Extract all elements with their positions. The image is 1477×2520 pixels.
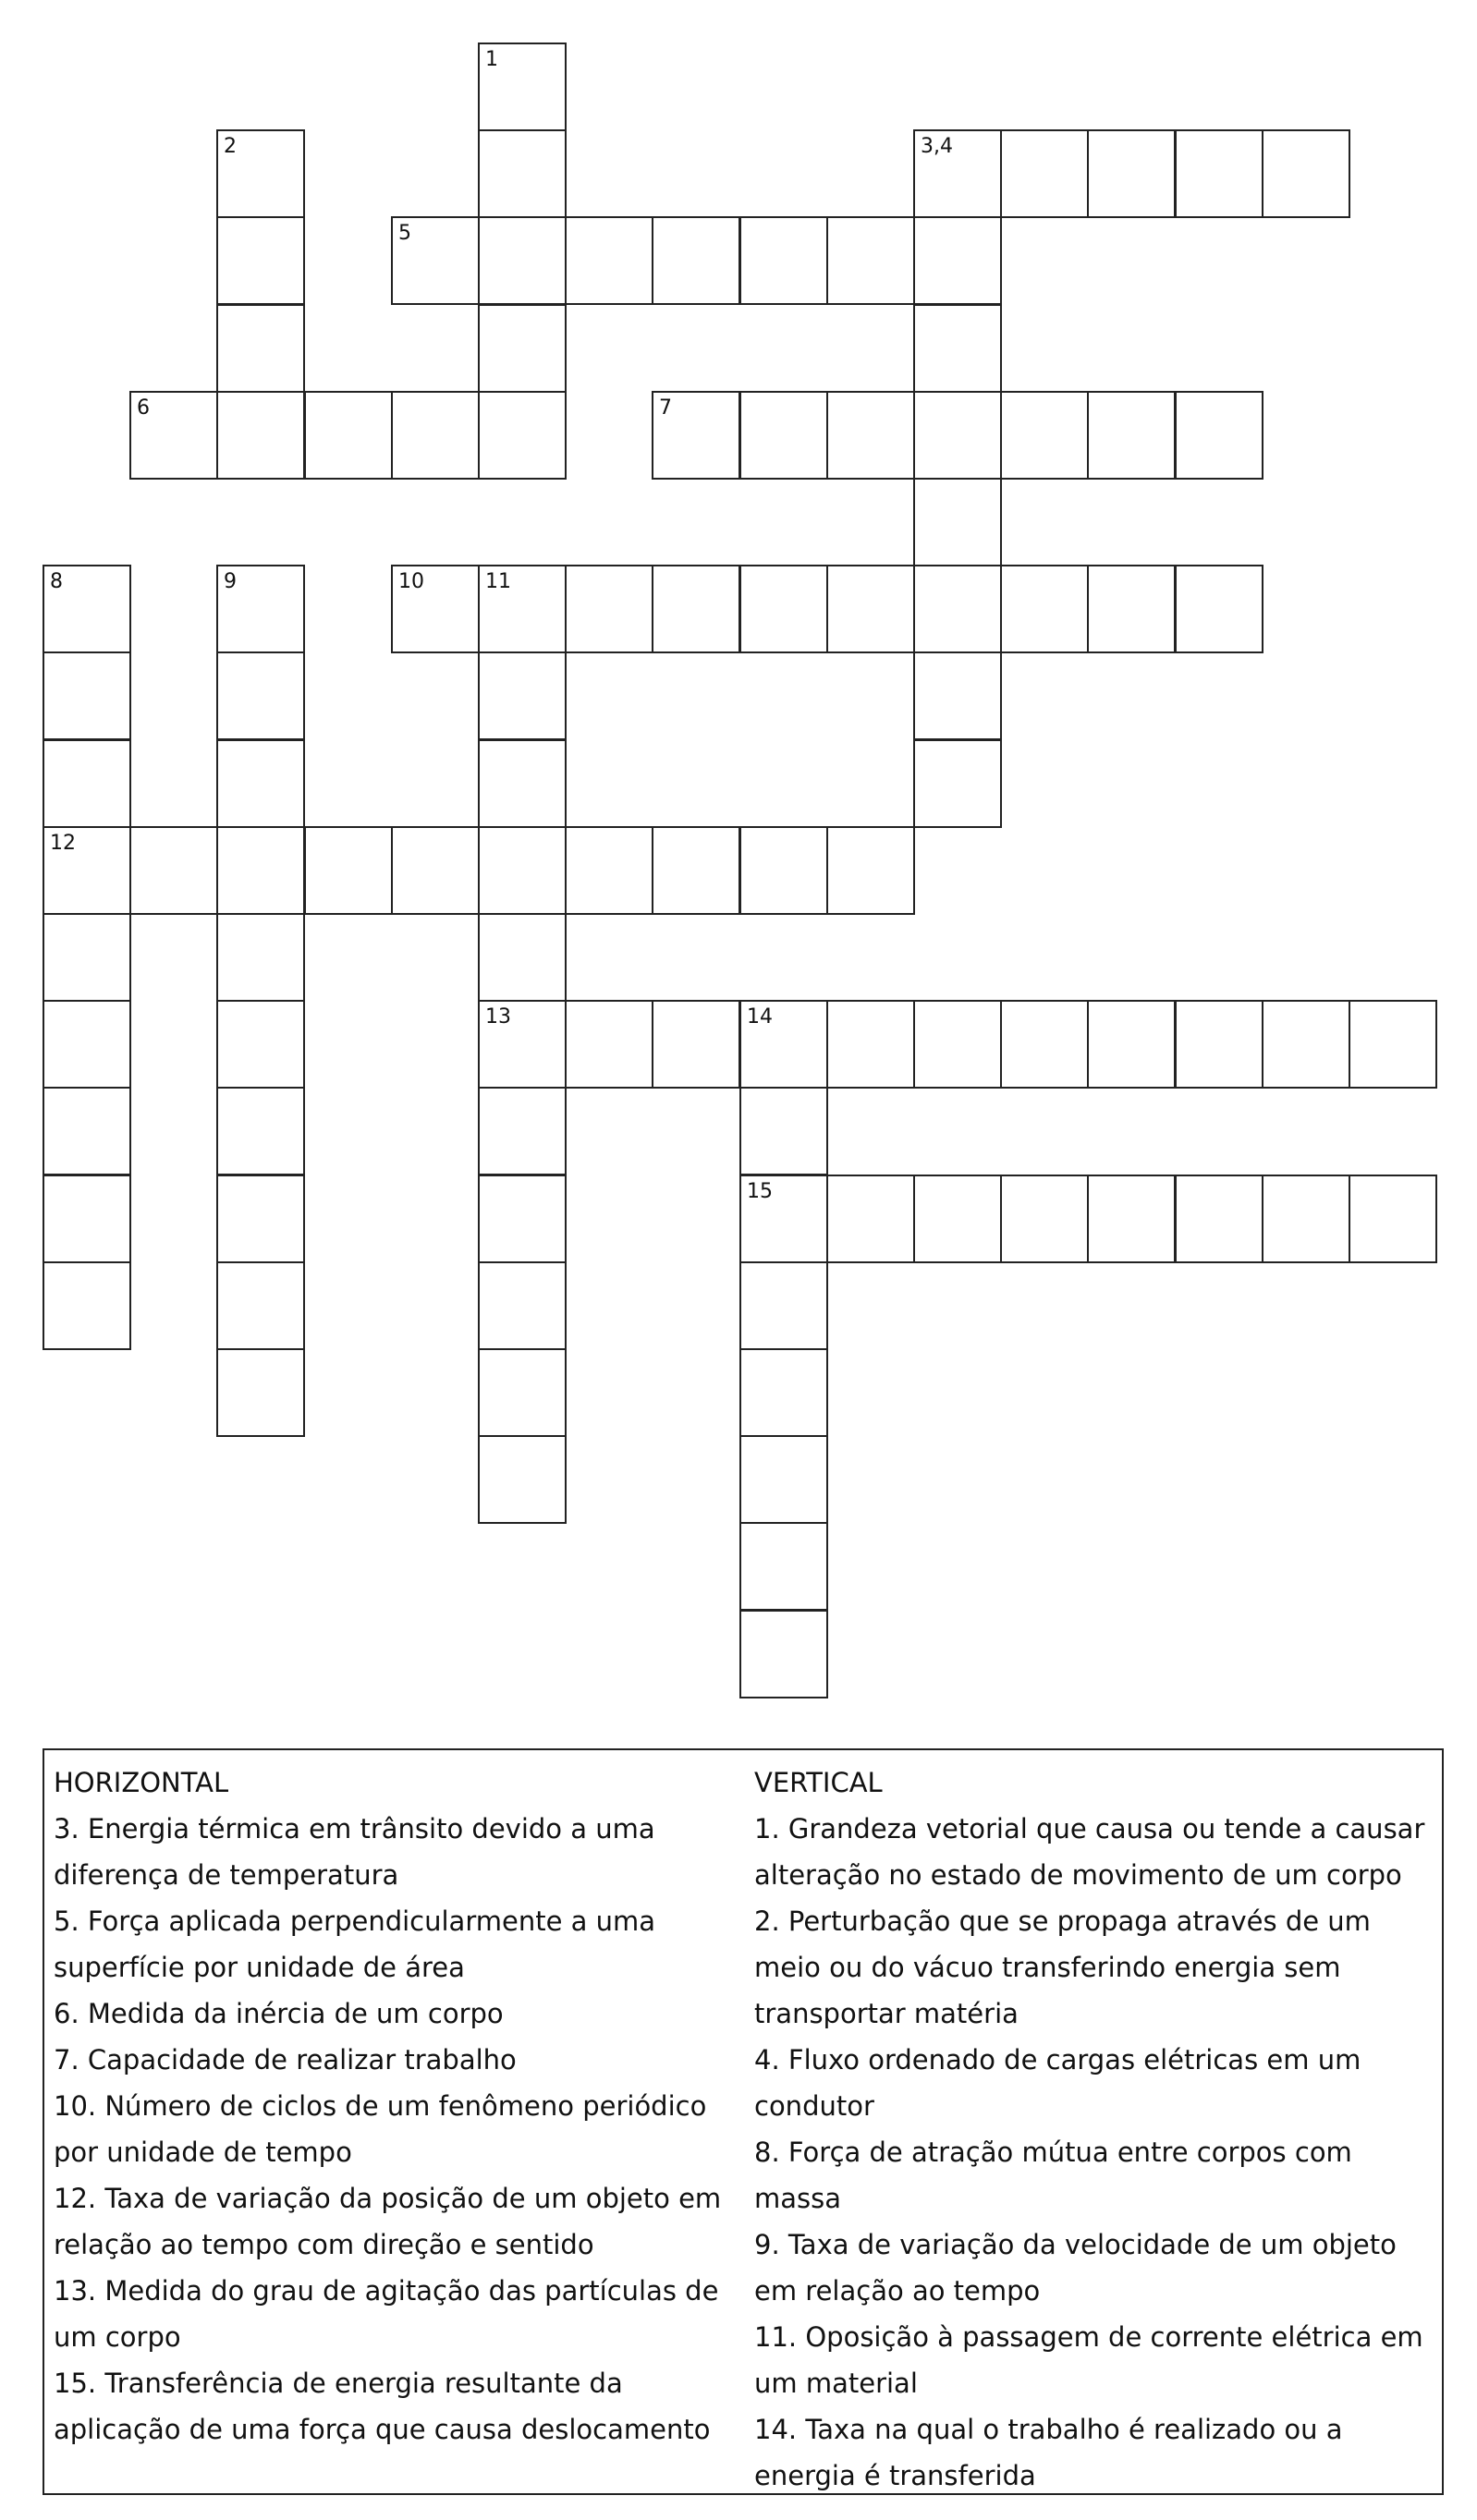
crossword-cell[interactable]	[216, 391, 305, 480]
clue-horizontal-6: 6. Medida da inércia de um corpo	[54, 1998, 504, 2029]
vertical-heading: VERTICAL	[754, 1767, 883, 1798]
crossword-cell[interactable]	[43, 565, 131, 653]
crossword-cell[interactable]	[43, 826, 131, 915]
crossword-cell[interactable]	[1349, 1000, 1437, 1089]
clue-number-label: 6	[137, 396, 150, 420]
clue-number-label: 10	[398, 570, 424, 593]
clue-number-label: 2	[224, 135, 237, 158]
clue-vertical-11: 11. Oposição à passagem de corrente elétrica em um material	[754, 2321, 1423, 2399]
crossword-cell[interactable]	[478, 216, 567, 305]
crossword-cell[interactable]	[652, 216, 740, 305]
crossword-cell[interactable]	[216, 739, 305, 828]
crossword-cell[interactable]	[826, 391, 915, 480]
crossword-cell[interactable]	[739, 1435, 828, 1524]
crossword-cell[interactable]	[739, 1348, 828, 1437]
crossword-cell[interactable]	[739, 216, 828, 305]
crossword-cell[interactable]	[478, 304, 567, 393]
crossword-cell[interactable]	[1175, 1175, 1263, 1263]
crossword-cell[interactable]	[652, 1000, 740, 1089]
crossword-cell[interactable]	[391, 216, 480, 305]
crossword-cell[interactable]	[652, 391, 740, 480]
crossword-cell[interactable]	[826, 216, 915, 305]
crossword-cell[interactable]	[391, 565, 480, 653]
clue-number-label: 3,4	[921, 135, 953, 158]
clue-horizontal-7: 7. Capacidade de realizar trabalho	[54, 2044, 517, 2076]
crossword-cell[interactable]	[216, 565, 305, 653]
crossword-cell[interactable]	[478, 651, 567, 740]
crossword-cell[interactable]	[391, 826, 480, 915]
clue-vertical-2: 2. Perturbação que se propaga através de um meio ou do vácuo transferindo energia sem transportar matéria	[754, 1905, 1371, 2029]
crossword-cell[interactable]	[304, 391, 393, 480]
crossword-cell[interactable]	[913, 739, 1002, 828]
horizontal-heading: HORIZONTAL	[54, 1767, 229, 1798]
crossword-cell[interactable]	[913, 304, 1002, 393]
crossword-cell[interactable]	[1087, 1175, 1176, 1263]
crossword-cell[interactable]	[1262, 1000, 1350, 1089]
clue-horizontal-3: 3. Energia térmica em trânsito devido a uma diferença de temperatura	[54, 1813, 655, 1891]
clue-vertical-14: 14. Taxa na qual o trabalho é realizado ou a energia é transferida	[754, 2414, 1343, 2491]
crossword-cell[interactable]	[216, 913, 305, 1002]
crossword-cell[interactable]	[1087, 129, 1176, 218]
clue-vertical-1: 1. Grandeza vetorial que causa ou tende a causar alteração no estado de movimento de um corpo	[754, 1813, 1425, 1891]
crossword-cell[interactable]	[1000, 1175, 1089, 1263]
crossword-cell[interactable]	[739, 565, 828, 653]
crossword-cell[interactable]	[478, 129, 567, 218]
crossword-cell[interactable]	[913, 478, 1002, 566]
crossword-cell[interactable]	[216, 651, 305, 740]
clue-number-label: 8	[50, 570, 63, 593]
crossword-cell[interactable]	[739, 826, 828, 915]
clue-horizontal-10: 10. Número de ciclos de um fenômeno periódico por unidade de tempo	[54, 2090, 707, 2168]
crossword-cell[interactable]	[565, 826, 653, 915]
crossword-cell[interactable]	[478, 565, 567, 653]
crossword-cell[interactable]	[1262, 1175, 1350, 1263]
crossword-cell[interactable]	[913, 1000, 1002, 1089]
crossword-cell[interactable]	[913, 651, 1002, 740]
clue-number-label: 13	[485, 1005, 511, 1029]
clue-number-label: 5	[398, 222, 411, 245]
crossword-cell[interactable]	[652, 565, 740, 653]
crossword-cell[interactable]	[1000, 391, 1089, 480]
crossword-cell[interactable]	[1000, 1000, 1089, 1089]
vertical-clues	[754, 1759, 1438, 2499]
crossword-cell[interactable]	[1175, 1000, 1263, 1089]
crossword-cell[interactable]	[216, 216, 305, 305]
crossword-cell[interactable]	[913, 216, 1002, 305]
crossword-cell[interactable]	[913, 129, 1002, 218]
crossword-cell[interactable]	[1175, 565, 1263, 653]
clue-horizontal-12: 12. Taxa de variação da posição de um objeto em relação ao tempo com direção e sentido	[54, 2183, 722, 2260]
crossword-cell[interactable]	[1175, 129, 1263, 218]
crossword-cell[interactable]	[1087, 565, 1176, 653]
clue-horizontal-13: 13. Medida do grau de agitação das partículas de um corpo	[54, 2275, 719, 2353]
crossword-cell[interactable]	[478, 1261, 567, 1350]
crossword-cell[interactable]	[216, 1261, 305, 1350]
clue-vertical-4: 4. Fluxo ordenado de cargas elétricas em um condutor	[754, 2044, 1361, 2122]
crossword-cell[interactable]	[565, 1000, 653, 1089]
crossword-cell[interactable]	[478, 739, 567, 828]
crossword-cell[interactable]	[304, 826, 393, 915]
crossword-cell[interactable]	[129, 826, 218, 915]
crossword-cell[interactable]	[43, 651, 131, 740]
clue-number-label: 14	[747, 1005, 773, 1029]
crossword-cell[interactable]	[43, 739, 131, 828]
crossword-cell[interactable]	[1349, 1175, 1437, 1263]
crossword-cell[interactable]	[1175, 391, 1263, 480]
horizontal-clues	[54, 1759, 738, 2453]
crossword-cell[interactable]	[478, 43, 567, 131]
crossword-cell[interactable]	[216, 1000, 305, 1089]
crossword-cell[interactable]	[652, 826, 740, 915]
crossword-cell[interactable]	[478, 913, 567, 1002]
crossword-cell[interactable]	[913, 391, 1002, 480]
crossword-cell[interactable]	[216, 826, 305, 915]
clue-number-label: 9	[224, 570, 237, 593]
crossword-cell[interactable]	[739, 1087, 828, 1175]
crossword-cell[interactable]	[565, 216, 653, 305]
crossword-cell[interactable]	[129, 391, 218, 480]
clue-number-label: 12	[50, 832, 76, 855]
crossword-cell[interactable]	[826, 1000, 915, 1089]
clue-number-label: 15	[747, 1180, 773, 1203]
crossword-cell[interactable]	[216, 304, 305, 393]
clue-horizontal-5: 5. Força aplicada perpendicularmente a uma superfície por unidade de área	[54, 1905, 656, 1983]
crossword-cell[interactable]	[478, 1435, 567, 1524]
crossword-cell[interactable]	[43, 913, 131, 1002]
crossword-cell[interactable]	[826, 1175, 915, 1263]
crossword-cell[interactable]	[826, 565, 915, 653]
crossword-cell[interactable]	[478, 1087, 567, 1175]
crossword-cell[interactable]	[739, 1175, 828, 1263]
crossword-cell[interactable]	[391, 391, 480, 480]
crossword-cell[interactable]	[565, 565, 653, 653]
crossword-cell[interactable]	[478, 391, 567, 480]
crossword-cell[interactable]	[913, 1175, 1002, 1263]
crossword-cell[interactable]	[739, 391, 828, 480]
crossword-cell[interactable]	[43, 1175, 131, 1263]
clues-box	[43, 1748, 1444, 2495]
clue-horizontal-15: 15. Transferência de energia resultante da aplicação de uma força que causa deslocamento	[54, 2368, 711, 2445]
crossword-cell[interactable]	[1087, 1000, 1176, 1089]
clue-number-label: 11	[485, 570, 511, 593]
clue-number-label: 7	[659, 396, 672, 420]
crossword-cell[interactable]	[913, 565, 1002, 653]
crossword-cell[interactable]	[739, 1522, 828, 1611]
crossword-cell[interactable]	[43, 1261, 131, 1350]
crossword-cell[interactable]	[478, 1000, 567, 1089]
crossword-cell[interactable]	[216, 1348, 305, 1437]
crossword-cell[interactable]	[216, 1175, 305, 1263]
crossword-cell[interactable]	[1087, 391, 1176, 480]
crossword-cell[interactable]	[739, 1000, 828, 1089]
clue-vertical-9: 9. Taxa de variação da velocidade de um objeto em relação ao tempo	[754, 2229, 1397, 2307]
crossword-cell[interactable]	[478, 826, 567, 915]
crossword-cell[interactable]	[739, 1261, 828, 1350]
crossword-cell[interactable]	[43, 1000, 131, 1089]
crossword-cell[interactable]	[216, 1087, 305, 1175]
crossword-cell[interactable]	[43, 1087, 131, 1175]
crossword-cell[interactable]	[216, 129, 305, 218]
crossword-cell[interactable]	[1000, 565, 1089, 653]
crossword-cell[interactable]	[1262, 129, 1350, 218]
crossword-cell[interactable]	[1000, 129, 1089, 218]
clue-vertical-8: 8. Força de atração mútua entre corpos com massa	[754, 2137, 1352, 2214]
crossword-cell[interactable]	[739, 1610, 828, 1698]
crossword-cell[interactable]	[826, 826, 915, 915]
clue-number-label: 1	[485, 48, 498, 71]
crossword-cell[interactable]	[478, 1175, 567, 1263]
crossword-cell[interactable]	[478, 1348, 567, 1437]
